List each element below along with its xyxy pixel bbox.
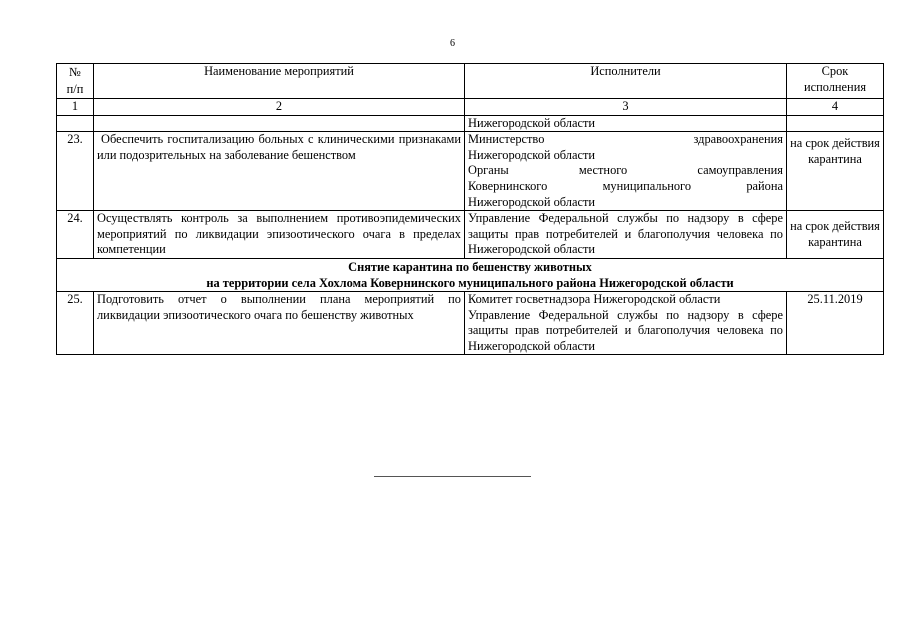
continuation-term <box>787 115 884 132</box>
row-executors <box>465 132 787 211</box>
row-num: 23. <box>57 132 94 211</box>
header-executors: Исполнители <box>465 64 787 99</box>
row-name-text: Обеспечить госпитализацию больных с клиническими признаками или подозрительных на заболевание бешенством <box>97 132 461 162</box>
header-term-line2: исполнения <box>803 79 867 94</box>
section-title <box>57 258 884 291</box>
row-name: Осуществлять контроль за выполнением противоэпидемических мероприятий по ликвидации эпизоотического очага в пределах компетенции <box>94 211 465 259</box>
section-title-line2: на территории села Хохлома Ковернинского муниципального района Нижегородской области <box>206 275 734 290</box>
column-numbers-row <box>57 99 884 116</box>
header-num-line1: № <box>69 65 81 79</box>
row-term <box>787 132 884 211</box>
section-title-line1: Снятие карантина по бешенству животных <box>348 259 592 274</box>
executor-line: Комитет госветнадзора Нижегородской области <box>468 291 721 306</box>
section-row <box>57 258 884 291</box>
header-name: Наименование мероприятий <box>94 64 465 99</box>
executor-line: Нижегородской области <box>468 147 596 162</box>
row-term: на срок действия карантина <box>787 211 884 259</box>
row-num: 25. <box>57 291 94 354</box>
table-header-row <box>57 64 884 99</box>
column-number-1: 1 <box>57 99 94 116</box>
table-row <box>57 211 884 259</box>
continuation-name <box>94 115 465 132</box>
header-num <box>57 64 94 99</box>
executor-line: Нижегородской области <box>468 194 596 209</box>
measures-table <box>56 63 884 355</box>
header-term <box>787 64 884 99</box>
header-term-line1: Срок <box>821 64 849 78</box>
row-term: 25.11.2019 <box>787 291 884 354</box>
end-divider <box>374 476 531 477</box>
row-name <box>94 132 465 211</box>
executor-line: Органы местного самоуправления <box>468 163 783 178</box>
row-executors: Управление Федеральной службы по надзору в сфере защиты прав потребителей и благополучия человека по Нижегородской области <box>465 211 787 259</box>
continuation-num <box>57 115 94 132</box>
table-row <box>57 291 884 354</box>
column-number-4: 4 <box>787 99 884 116</box>
table-row <box>57 132 884 211</box>
row-executors <box>465 291 787 354</box>
executor-line: Министерство здравоохранения <box>468 132 783 147</box>
executor-line: Ковернинского муниципального района <box>468 178 783 193</box>
header-num-line2: п/п <box>66 82 84 96</box>
row-term-text: на срок действия карантина <box>790 136 880 166</box>
row-name: Подготовить отчет о выполнении плана мероприятий по ликвидации эпизоотического очага по бешенству животных <box>94 291 465 354</box>
page-number: 6 <box>450 38 455 49</box>
row-num: 24. <box>57 211 94 259</box>
continuation-executors: Нижегородской области <box>465 115 787 132</box>
column-number-3: 3 <box>465 99 787 116</box>
executor-text: Управление Федеральной службы по надзору в сфере защиты прав потребителей и благополучия человека по Нижегородской области <box>468 307 783 353</box>
column-number-2: 2 <box>94 99 465 116</box>
continuation-row <box>57 115 884 132</box>
